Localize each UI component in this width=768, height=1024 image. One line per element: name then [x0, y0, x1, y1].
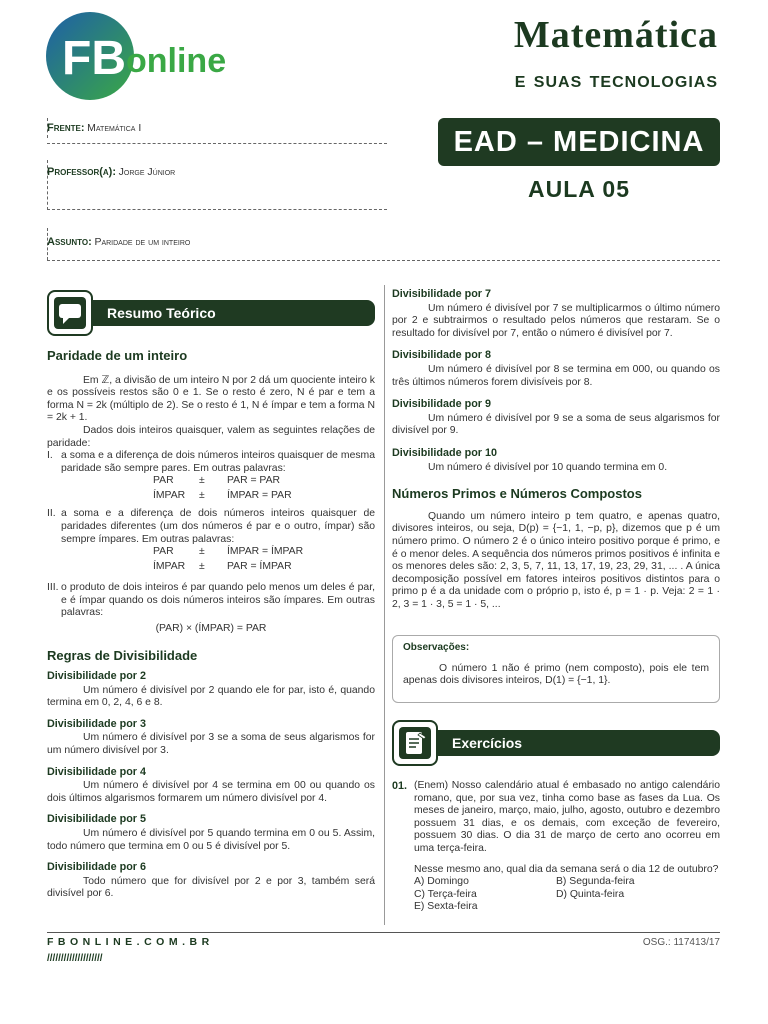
fbonline-logo: [46, 12, 236, 102]
meta-divider: [47, 209, 387, 210]
meta-divider: [47, 143, 387, 144]
div2-text: Um número é divisível por 2 quando ele for par, isto é, quando termina em 0, 2, 4, 6 e 8.: [47, 684, 375, 709]
svg-text:FB: FB: [62, 32, 126, 85]
ead-banner: EAD – MEDICINA: [438, 118, 720, 166]
rule-i: I. a soma e a diferença de dois números inteiros quaisquer de mesma paridade são sempre pares. Em outras palavras:: [47, 450, 375, 474]
option-c[interactable]: C) Terça-feira: [414, 888, 477, 900]
right-column: [392, 288, 720, 611]
frente-row: Frente: Matemática I: [47, 122, 142, 134]
observacoes-box: [392, 635, 720, 703]
rule-iii-formula: (PAR) × (ÍMPAR) = PAR: [155, 622, 267, 634]
paridade-paragraph-2: Dados dois inteiros quaisquer, valem as seguintes relações de paridade:: [47, 424, 375, 449]
footer-url: FBONLINE.COM.BR: [47, 936, 214, 948]
meta-divider: [47, 260, 720, 261]
resumo-section-header: Resumo Teórico: [47, 300, 375, 326]
div9-text: Um número é divisível por 9 se a soma de seus algarismos for divisível por 9.: [392, 412, 720, 437]
primos-text: Quando um número inteiro p tem quatro, e apenas quatro, divisores inteiros, ou seja, D(p) = {−1, 1, −p, p}, dizemos que p é um número primo. O número 2 é o único inteiro positivo porque é primo, e é o menor deles. A sequência dos números primos positivos é infinita e os menores deles são: 2, 3, 5, 7, 11, 13, 17, 19, 23, 29, 31, ... . A única decomposição possível em fatores inteiros positivos distintos para o primo p é a da unidade com o próprio p, isto é, p = 1 · p. Veja: 2 = 1 · 2, 3 = 1 · 3, 5 = 1 · 5, ...: [392, 510, 720, 610]
speech-bubble-icon: [47, 290, 93, 336]
page-subtitle: e suas tecnologias: [514, 66, 718, 92]
div3-heading: Divisibilidade por 3: [47, 717, 146, 730]
div10-heading: Divisibilidade por 10: [392, 446, 498, 459]
regras-heading: Regras de Divisibilidade: [47, 647, 198, 663]
assunto-row: Assunto: Paridade de um inteiro: [47, 236, 191, 248]
div3-text: Um número é divisível por 3 se a soma de seus algarismos for um número divisível por 3.: [47, 732, 375, 757]
paridade-paragraph-1: Em ℤ, a divisão de um inteiro N por 2 dá um quociente inteiro k e os possíveis restos são 0 e 1. Se o resto é zero, N é par e tem a forma N = 2k (múltiplo de 2). Se o resto é 1, N é ímpar e tem a forma N = 2k + 1.: [47, 374, 375, 424]
div7-heading: Divisibilidade por 7: [392, 288, 491, 300]
question-options: [414, 876, 720, 914]
question-01: [392, 780, 720, 914]
div2-heading: Divisibilidade por 2: [47, 670, 146, 683]
div6-heading: Divisibilidade por 6: [47, 861, 146, 874]
footer-slashes: ////////////////////: [47, 953, 103, 964]
left-column: [47, 350, 375, 901]
rule-iii: III. o produto de dois inteiros é par quando pelo menos um deles é par, e é ímpar quando os dois números inteiros são ímpares. Em outras palavras:: [47, 582, 375, 619]
column-divider: [384, 285, 385, 925]
rule-ii-table: PAR ± ÍMPAR = ÍMPAR ÍMPAR ± PAR = ÍMPAR: [153, 546, 304, 573]
div7-text: Um número é divisível por 7 se multiplicarmos o último número por 2 e subtrairmos o resultado pelos números que restaram. Se o resultado for divisível por 7, então o número é divisível por 7.: [392, 302, 720, 339]
option-e[interactable]: E) Sexta-feira: [414, 901, 478, 913]
div9-heading: Divisibilidade por 9: [392, 398, 491, 411]
paridade-heading: Paridade de um inteiro: [47, 348, 188, 363]
rule-ii: II. a soma e a diferença de dois números inteiros quaisquer de paridades diferentes (um dos números é par e o outro, ímpar) são sempre ímpares. Em outras palavras:: [47, 508, 375, 545]
div5-text: Um número é divisível por 5 quando termina em 0 ou 5. Assim, todo número que termina em 0 ou 5 é divisível por 5.: [47, 828, 375, 852]
footer-osg: OSG.: 117413/17: [642, 937, 720, 948]
professor-row: Professor(a): Jorge Júnior: [47, 166, 176, 178]
exercicios-section-header: Exercícios: [392, 730, 720, 756]
svg-text:online: online: [126, 42, 227, 80]
primos-heading: Números Primos e Números Compostos: [392, 486, 642, 502]
div8-text: Um número é divisível por 8 se termina em 000, ou quando os três últimos números forem divisíveis por 8.: [392, 363, 720, 388]
div10-text: Um número é divisível por 10 quando termina em 0.: [428, 461, 668, 473]
question-text: (Enem) Nosso calendário atual é embasado no antigo calendário romano, que, por sua vez, tinha como base as fases da Lua. Os meses de janeiro, março, maio, julho, agosto, outubro e dezembro possuem 31 dias, e os demais, com exceção de fevereiro, possuem 30 dias. O dia 31 de março de certo ano ocorreu em uma terça-feira.: [414, 780, 720, 854]
footer-rule: [47, 932, 720, 933]
div6-text: Todo número que for divisível por 2 e por 3, também será divisível por 6.: [47, 875, 375, 900]
option-b[interactable]: B) Segunda-feira: [556, 876, 635, 888]
option-d[interactable]: D) Quinta-feira: [556, 888, 625, 900]
question-prompt: Nesse mesmo ano, qual dia da semana será o dia 12 de outubro?: [414, 863, 719, 875]
div4-text: Um número é divisível por 4 se termina em 00 ou quando os dois últimos algarismos formarem um número divisível por 4.: [47, 780, 375, 804]
question-number: 01.: [392, 780, 408, 792]
div8-heading: Divisibilidade por 8: [392, 349, 491, 362]
obs-heading: Observações:: [403, 642, 470, 653]
notepad-pencil-icon: [392, 720, 438, 766]
div4-heading: Divisibilidade por 4: [47, 765, 146, 778]
page-title: Matemática: [513, 14, 718, 56]
aula-label: AULA 05: [528, 176, 630, 202]
obs-text: O número 1 não é primo (nem composto), pois ele tem apenas dois divisores inteiros, D(1) = {−1, 1}.: [403, 662, 709, 687]
div5-heading: Divisibilidade por 5: [47, 813, 146, 826]
option-a[interactable]: A) Domingo: [414, 876, 469, 888]
rule-i-table: PAR ± PAR = PAR ÍMPAR ± ÍMPAR = PAR: [153, 475, 292, 502]
